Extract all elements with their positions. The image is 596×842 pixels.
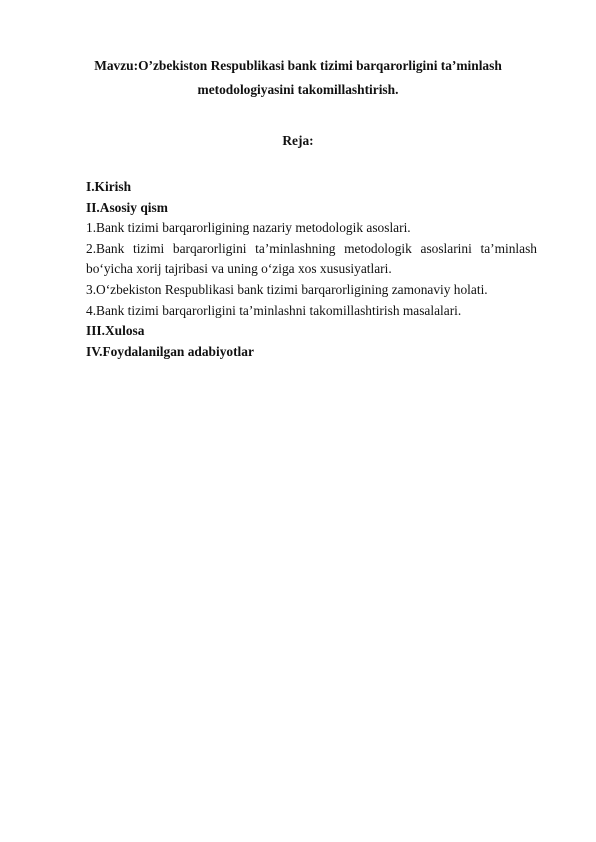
plan-outline bbox=[86, 177, 537, 362]
outline-item-introduction: I.Kirish bbox=[86, 179, 132, 194]
outline-item-section-2-line-2: bo‘yicha xorij tajribasi va uning o‘ziga xos xususiyatlari. bbox=[86, 261, 392, 277]
outline-item-section-2-line-1: 2.Bank tizimi barqarorligini ta’minlashning metodologik asoslarini ta’minlash bbox=[86, 240, 537, 256]
document-title-line-1: Mavzu:O’zbekiston Respublikasi bank tizimi barqarorligini ta’minlash bbox=[94, 58, 502, 73]
outline-item-references: IV.Foydalanilgan adabiyotlar bbox=[86, 343, 254, 359]
outline-item-section-3: 3.O‘zbekiston Respublikasi bank tizimi barqarorligining zamonaviy holati. bbox=[86, 281, 488, 297]
plan-heading: Reja: bbox=[282, 133, 314, 148]
outline-item-section-1: 1.Bank tizimi barqarorligining nazariy metodologik asoslari. bbox=[86, 220, 411, 236]
outline-item-conclusion: III.Xulosa bbox=[86, 323, 145, 339]
document-title-line-2: metodologiyasini takomillashtirish. bbox=[197, 82, 399, 97]
outline-item-section-4: 4.Bank tizimi barqarorligini ta’minlashni takomillashtirish masalalari. bbox=[86, 302, 462, 318]
outline-item-main-part: II.Asosiy qism bbox=[86, 199, 168, 215]
